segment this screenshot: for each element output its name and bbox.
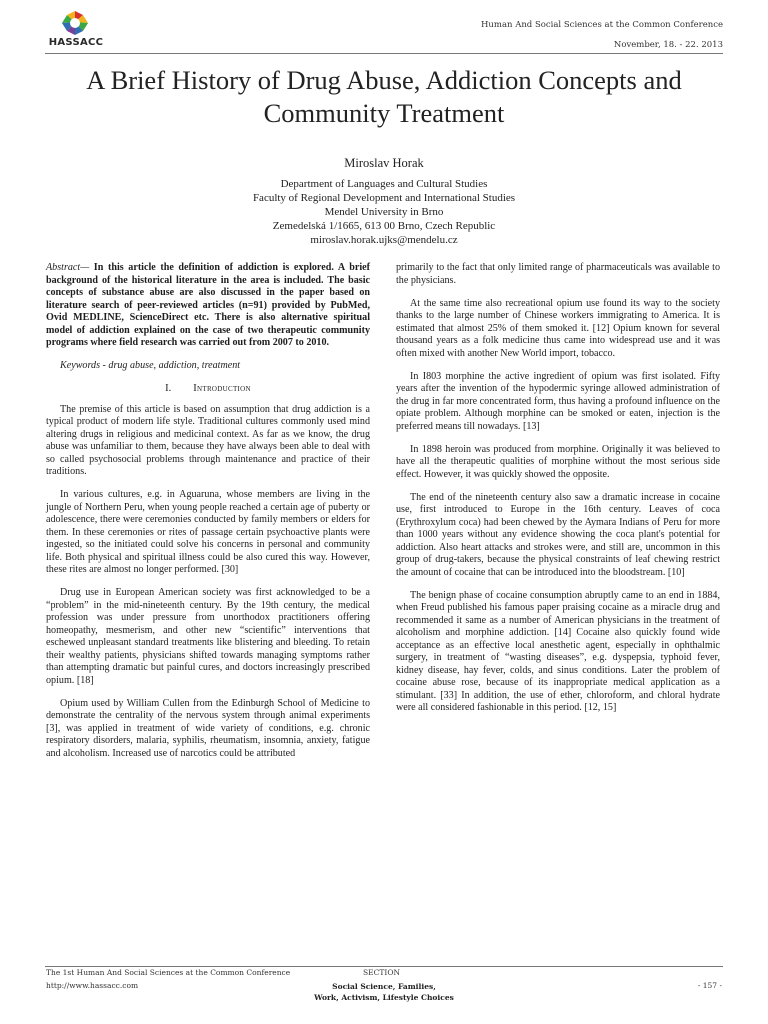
author-affiliation <box>0 177 768 247</box>
author-name: Miroslav Horak <box>344 156 424 170</box>
footer-section-name <box>0 981 768 1003</box>
paper-title: A Brief History of Drug Abuse, Addiction Concepts and Community Treatment <box>86 65 682 128</box>
header-divider <box>45 53 723 54</box>
paragraph: In 1898 heroin was produced from morphine. Originally it was believed to have all the therapeutic qualities of morphine without the most serious side effect. However, it was quickly showed the opposite. <box>396 443 720 480</box>
hassacc-logo <box>46 10 106 50</box>
paragraph: The end of the nineteenth century also saw a dramatic increase in cocaine use, first introduced to Europe in the 16th century. Leaves of coca (Erythroxylum coca) had been chewed by the Aymara Indians of Peru for more than 1000 years without any evidence showing the coca plant's potential for addiction. Also heart attacks and strokes were, and still are, uncommon in this group of drug-takers, because the physical constraints of leaf chewing restrict the amount of cocaine that can be introduced into the bloodstream. [10] <box>396 491 720 578</box>
abstract-label: Abstract— <box>46 262 90 273</box>
paragraph: Opium used by William Cullen from the Edinburgh School of Medicine to demonstrate the centrality of the nervous system through animal experiments [3], was applied in treatment of wide variety of conditions, e.g. chronic respiratory disorders, malaria, syphilis, rheumatism, insomnia, anxiety, fatigue and alcoholism. Increased use of narcotics could be attributed <box>46 697 370 759</box>
section-title: Introduction <box>193 383 251 394</box>
paragraph: In I803 morphine the active ingredient of opium was first isolated. Fifty years after the invention of the hypodermic syringe allowed administration of the drug in far more concentrated form, thus having a profound influence on the opiate problem. Although morphine can be smoked or eaten, injection is the preferred means till nowadays. [13] <box>396 370 720 432</box>
affiliation-line: Department of Languages and Cultural Studies <box>280 178 488 190</box>
logo-text: HASSACC <box>48 37 104 48</box>
section-number: I. <box>165 383 172 394</box>
footer-section-line: Social Science, Families, <box>332 982 436 991</box>
affiliation-line: Mendel University in Brno <box>324 206 444 218</box>
header-date: November, 18. - 22. 2013 <box>613 40 723 50</box>
paragraph: Drug use in European American society was first acknowledged to be a “problem” in the mid-nineteenth century. By the 19th century, the medical profession was under pressure from unorthodox practitioners offering homeopathy, mesmerism, and other new “scientific” interventions that eschewed unpleasant standard treatments like blistering and bleeding. To retain their wealthy patients, physicians shifted towards managing symptoms rather than attempting dramatic but painful cures, and doctors increasingly prescribed opium. [18] <box>46 587 370 686</box>
page-number: - 157 - <box>697 981 722 990</box>
hassacc-logo-icon <box>58 10 92 37</box>
paragraph: The benign phase of cocaine consumption abruptly came to an end in 1884, when Freud published his famous paper praising cocaine as a miracle drug and recommended it same as a number of American physicians in the treatment of alcoholism and morphine addiction. [14] Cocaine also quickly found wide acceptance as an effective local anesthetic agent, especially in ophthalmic surgery, in treatment of “wasting diseases”, e.g. dyspepsia, typhoid fever, kidney disease, hay fever, colds, and sinus conditions. Later the problem of cocaine abuse rose, because of its inappropriate medical application as a stimulant. [33] In addition, the use of ether, chloroform, and chloral hydrate were all considered fashionable in this period. [12, 15] <box>396 589 720 713</box>
paragraph: In various cultures, e.g. in Aguaruna, whose members are living in the jungle of Northern Peru, when young people reached a certain age of puberty or adolescence, there were ceremonies conducted by family members or elders for them. In these ceremonies or rites of passage certain psychoactive plants were ingested, so the initiated could solve his concerns in personal and community life. Both physical and spiritual illness could be also cured this way. However, these rites are almost no longer performed. [30] <box>46 489 370 575</box>
footer-conference: The 1st Human And Social Sciences at the Common Conference <box>46 968 291 977</box>
footer-url[interactable]: http://www.hassacc.com <box>46 981 139 990</box>
section-heading <box>46 383 370 396</box>
author-email: miroslav.horak.ujks@mendelu.cz <box>310 234 458 246</box>
abstract-text: In this article the definition of addiction is explored. A brief background of the historical literature in the area is included. The basic concepts of substance abuse are also discussed in the paper based on literature search of peer-reviewed articles (n=91) provided by PubMed, Ovid MEDLINE, ScienceDirect etc. There is also alternative spiritual model of addiction explained on the case of two therapeutic community programs where field research was carried out from 2007 to 2010. <box>46 262 370 348</box>
header-conference: Human And Social Sciences at the Common Conference <box>481 20 723 30</box>
keywords: Keywords - drug abuse, addiction, treatment <box>60 360 241 371</box>
affiliation-line: Zemedelská 1/1665, 613 00 Brno, Czech Republic <box>272 220 496 232</box>
footer-section-line: Work, Activism, Lifestyle Choices <box>314 993 454 1002</box>
paragraph-continued: primarily to the fact that only limited range of pharmaceuticals was available to the physicians. <box>396 262 720 286</box>
paragraph: At the same time also recreational opium use found its way to the society thanks to the large number of Chinese workers immigrating to America. It is estimated that almost 25% of them smoked it. [12] Opium known for several thousand years as a folk medicine thus came into widespread use and it was often mixed with another New World import, tobacco. <box>396 297 720 359</box>
affiliation-line: Faculty of Regional Development and International Studies <box>252 192 516 204</box>
right-column <box>396 262 720 725</box>
left-column <box>46 262 370 771</box>
paragraph: The premise of this article is based on assumption that drug addiction is a typical product of modern life style. Traditional cultures commonly used mind altering drugs in religious and medicinal context. As far as we know, the drug abuse was unfamiliar to them, because they have always been able to deal with so called psychosocial problems through maintenance and practice of their traditions. <box>46 403 370 477</box>
footer-divider <box>45 966 723 967</box>
abstract <box>46 262 370 350</box>
footer-section-label: SECTION <box>363 968 401 977</box>
